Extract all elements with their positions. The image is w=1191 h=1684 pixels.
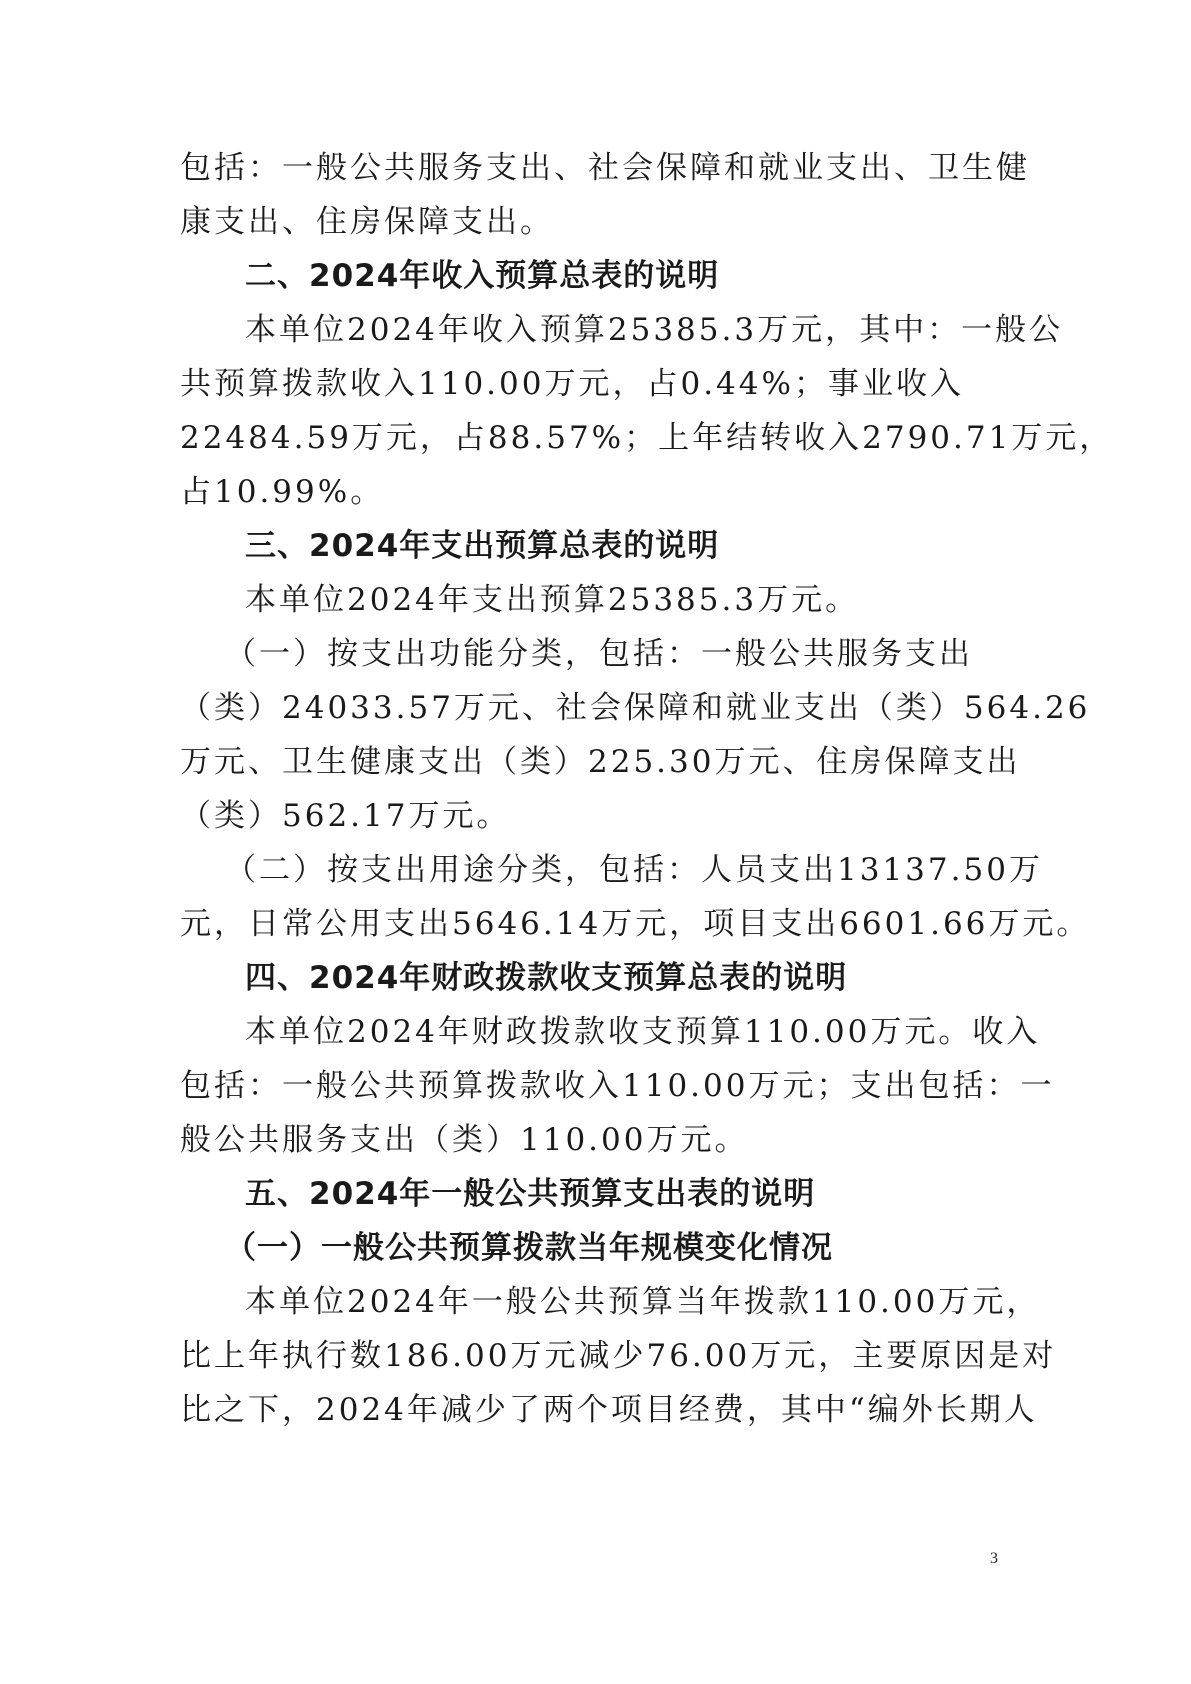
- body-text-line: 22484.59万元，占88.57%；上年结转收入2790.71万元，: [180, 420, 1114, 456]
- body-text-line: 包括：一般公共服务支出、社会保障和就业支出、卫生健: [180, 150, 1030, 186]
- body-text-line: 比上年执行数186.00万元减少76.00万元，主要原因是对: [180, 1338, 1057, 1374]
- body-text-line: 本单位2024年支出预算25385.3万元。: [245, 582, 860, 618]
- body-text-line: 康支出、住房保障支出。: [180, 204, 554, 240]
- body-text-line: （类）562.17万元。: [180, 798, 511, 834]
- page-number: 3: [990, 1550, 998, 1567]
- body-text-line: 般公共服务支出（类）110.00万元。: [180, 1122, 749, 1158]
- body-text-line: 包括：一般公共预算拨款收入110.00万元；支出包括：一: [180, 1068, 1055, 1104]
- body-text-line: 本单位2024年收入预算25385.3万元，其中：一般公: [245, 312, 1064, 348]
- section-heading-3: 三、2024年支出预算总表的说明: [245, 528, 720, 564]
- section-heading-4: 四、2024年财政拨款收支预算总表的说明: [245, 960, 848, 996]
- section-heading-5: 五、2024年一般公共预算支出表的说明: [245, 1176, 816, 1212]
- body-text-line: 元，日常公用支出5646.14万元，项目支出6601.66万元。: [180, 906, 1091, 942]
- body-text-line: （类）24033.57万元、社会保障和就业支出（类）564.26: [180, 690, 1091, 726]
- body-text-line: （二）按支出用途分类，包括：人员支出13137.50万: [225, 852, 1043, 888]
- body-text-line: 本单位2024年一般公共预算当年拨款110.00万元，: [245, 1284, 1041, 1320]
- body-text-line: 占10.99%。: [180, 474, 385, 510]
- body-text-line: 比之下，2024年减少了两个项目经费，其中“编外长期人: [180, 1392, 1038, 1428]
- section-heading-2: 二、2024年收入预算总表的说明: [245, 258, 720, 294]
- body-text-line: 本单位2024年财政拨款收支预算110.00万元。收入: [245, 1014, 1041, 1050]
- body-text-line: 万元、卫生健康支出（类）225.30万元、住房保障支出: [180, 744, 1021, 780]
- subsection-heading: （一）一般公共预算拨款当年规模变化情况: [225, 1230, 833, 1266]
- body-text-line: 共预算拨款收入110.00万元，占0.44%；事业收入: [180, 366, 964, 402]
- body-text-line: （一）按支出功能分类，包括：一般公共服务支出: [225, 636, 973, 672]
